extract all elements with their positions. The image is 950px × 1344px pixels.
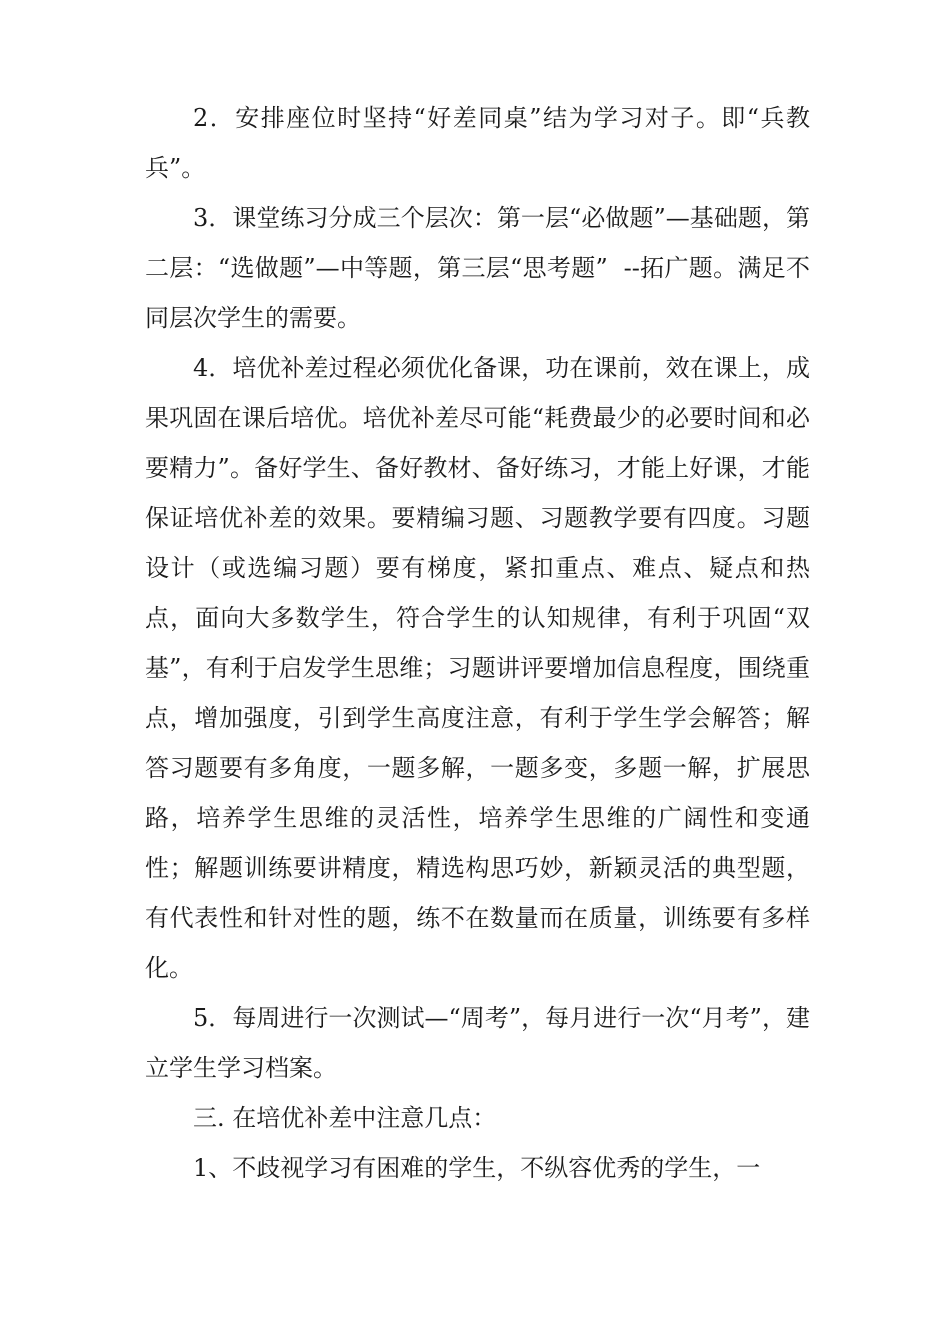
paragraph-seating: 2．安排座位时坚持“好差同桌”结为学习对子。即“兵教兵”。 [145, 104, 810, 182]
section-heading-notes: 三. 在培优补差中注意几点： [193, 1104, 497, 1132]
paragraph-lesson-prep: 4．培优补差过程必须优化备课，功在课前，效在课上，成果巩固在课后培优。培优补差尽可能“耗费最少的必要时间和必要精力”。备好学生、备好教材、备好练习，才能上好课，才能保证培优补差的效果。要精编习题、习题教学要有四度。习题设计（或选编习题）要有梯度，紧扣重点、难点、疑点和热点，面向大多数学生，符合学生的认知规律，有利于巩固“双基”，有利于启发学生思维；习题讲评要增加信息程度，围绕重点，增加强度，引到学生高度注意，有利于学生学会解答；解答习题要有多角度，一题多解，一题多变，多题一解，扩展思路，培养学生思维的灵活性，培养学生思维的广阔性和变通性；解题训练要讲精度，精选构思巧妙，新颖灵活的典型题，有代表性和针对性的题，练不在数量而在质量，训练要有多样化。 [145, 354, 810, 982]
paragraph-note-1: 1、不歧视学习有困难的学生，不纵容优秀的学生，一 [193, 1154, 761, 1182]
paragraph-weekly-test: 5．每周进行一次测试—“周考”，每月进行一次“月考”，建立学生学习档案。 [145, 1004, 810, 1082]
paragraph-practice-levels: 3．课堂练习分成三个层次：第一层“必做题”—基础题，第二层：“选做题”—中等题，第三层“思考题” --拓广题。满足不同层次学生的需要。 [145, 204, 810, 332]
document-body [145, 93, 810, 1193]
